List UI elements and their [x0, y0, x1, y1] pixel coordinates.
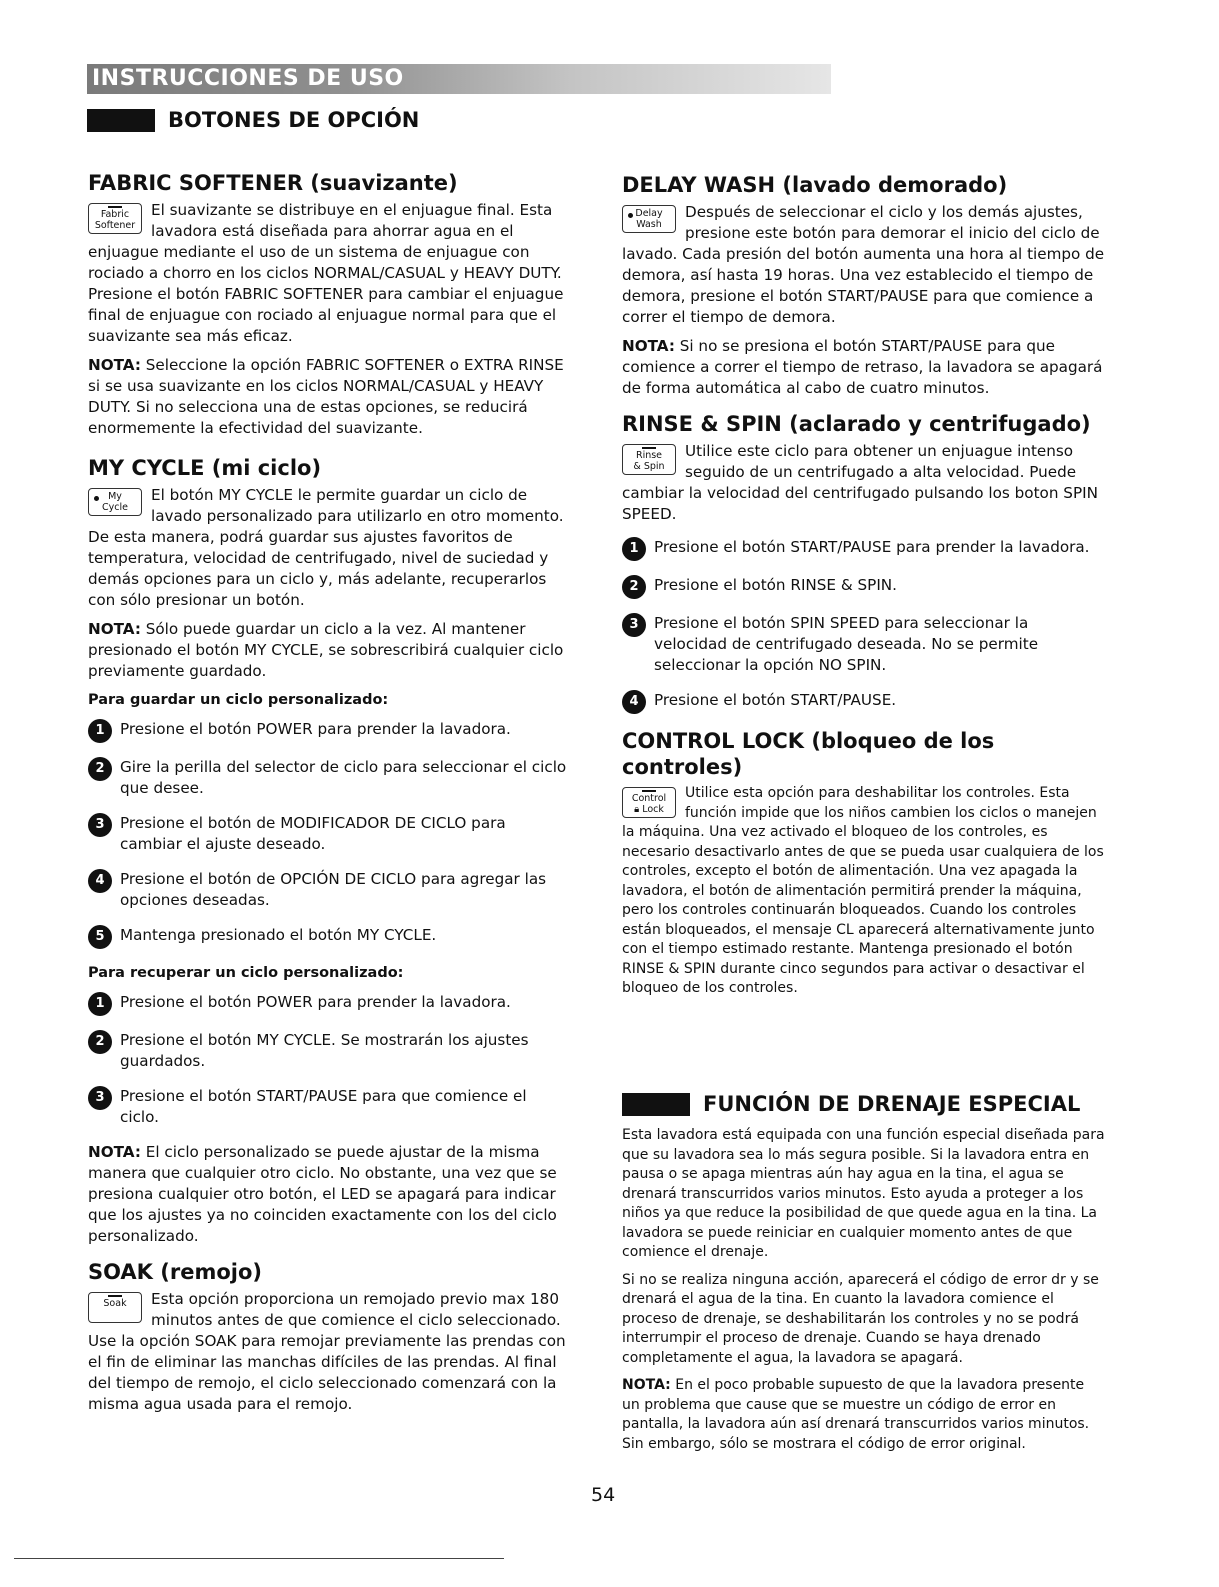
soak-button-icon: Soak	[88, 1292, 142, 1323]
recall-cycle-heading: Para recuperar un ciclo personalizado:	[88, 965, 404, 981]
recall-cycle-steps	[88, 992, 570, 1128]
rinse-spin-steps	[622, 537, 1106, 714]
save-cycle-steps	[88, 719, 570, 949]
list-item: 3 Presione el botón START/PAUSE para que comience el ciclo.	[88, 1086, 570, 1128]
drain-text-1: Esta lavadora está equipada con una función especial diseñada para que su lavadora sea lo más segura posible. Si la lavadora entra en pausa o se apaga mientras aún hay agua en la tina, el agua se drenará transcurridos varios minutos. Esto ayuda a proteger a los niños ya que reduce la posibilidad de que quede agua en la tina. La lavadora se puede reiniciar en cualquier momento antes de que comience el drenaje.	[622, 1127, 1105, 1260]
step-number-icon: 1	[88, 719, 112, 743]
fabric-softener-title: FABRIC SOFTENER (suavizante)	[88, 171, 458, 195]
my-cycle-text: My Cycle El botón MY CYCLE le permite guardar un ciclo de lavado personalizado para utilizarlo en otro momento. De esta manera, podrá guardar sus ajustes favoritos de temperatura, velocidad de centrifugado, nivel de suciedad y demás opciones para un ciclo y, más adelante, recuperarlos con sólo presionar un botón.	[88, 486, 564, 609]
step-number-icon: 4	[88, 869, 112, 893]
step-number-icon: 2	[88, 757, 112, 781]
delay-wash-note: NOTA: Si no se presiona el botón START/PAUSE para que comience a correr el tiempo de retraso, la lavadora se apagará de forma automática al cabo de cuatro minutos.	[622, 337, 1103, 397]
step-number-icon: 3	[88, 813, 112, 837]
drain-note: NOTA: En el poco probable supuesto de que la lavadora presente un problema que cause que se muestre un código de error en pantalla, la lavadora aún así drenará transcurridos varios minutos. Sin embargo, sólo se mostrara el código de error original.	[622, 1377, 1090, 1452]
save-cycle-heading: Para guardar un ciclo personalizado:	[88, 692, 389, 708]
left-column	[88, 170, 570, 1423]
fabric-softener-button-icon: Fabric Softener	[88, 203, 142, 234]
page-number: 54	[591, 1484, 616, 1506]
list-item: 1 Presione el botón POWER para prender la lavadora.	[88, 719, 570, 743]
list-item: 4 Presione el botón de OPCIÓN DE CICLO para agregar las opciones deseadas.	[88, 869, 570, 911]
heading-bar	[87, 109, 155, 132]
control-lock-button-icon: Control 🔒︎ Lock	[622, 787, 676, 818]
my-cycle-button-icon: My Cycle	[88, 488, 142, 516]
heading-bar	[622, 1093, 690, 1116]
list-item: 1 Presione el botón POWER para prender la lavadora.	[88, 992, 570, 1016]
step-number-icon: 2	[88, 1030, 112, 1054]
step-number-icon: 2	[622, 575, 646, 599]
section-banner: INSTRUCCIONES DE USO	[87, 64, 831, 94]
control-lock-text: Control 🔒︎ Lock Utilice esta opción para deshabilitar los controles. Esta función impide que los niños cambien los ciclos o manejen la máquina. Una vez activado el bloqueo de los controles, es necesario desactivarlo antes de que se pueda usar cualquiera de los controles, excepto el botón de alimentación. Una vez apagada la lavadora, el botón de alimentación permitirá prender la máquina, pero los controles continuarán bloqueados. Cuando los controles están bloqueados, el mensaje CL aparecerá alternativamente junto con el tiempo estimado restante. Mantenga presionado el botón RINSE & SPIN durante cinco segundos para activar o desactivar el bloqueo de los controles.	[622, 785, 1104, 996]
section-heading-drain	[622, 1092, 1080, 1116]
delay-wash-button-icon: Delay Wash	[622, 205, 676, 233]
step-number-icon: 3	[622, 613, 646, 637]
fabric-softener-text: Fabric Softener El suavizante se distribuye en el enjuague final. Esta lavadora está diseñada para ahorrar agua en el enjuague mediante el uso de un sistema de enjuague con rociado a chorro en los ciclos NORMAL/CASUAL y HEAVY DUTY. Presione el botón FABRIC SOFTENER para cambiar el enjuague final de enjuague con rociado al enjuague normal para que el suavizante sea más eficaz.	[88, 201, 564, 345]
list-item: 1 Presione el botón START/PAUSE para prender la lavadora.	[622, 537, 1106, 561]
section-heading-option-buttons	[87, 108, 419, 132]
list-item: 4 Presione el botón START/PAUSE.	[622, 690, 1106, 714]
list-item: 2 Presione el botón MY CYCLE. Se mostrarán los ajustes guardados.	[88, 1030, 570, 1072]
fabric-softener-note: NOTA: Seleccione la opción FABRIC SOFTENER o EXTRA RINSE si se usa suavizante en los ciclos NORMAL/CASUAL y HEAVY DUTY. Si no selecciona una de estas opciones, se reducirá enormemente la efectividad del suavizante.	[88, 356, 564, 437]
rinse-spin-button-icon: Rinse & Spin	[622, 444, 676, 475]
my-cycle-title: MY CYCLE (mi ciclo)	[88, 456, 322, 480]
list-item: 3 Presione el botón SPIN SPEED para seleccionar la velocidad de centrifugado deseada. No se permite seleccionar la opción NO SPIN.	[622, 613, 1106, 676]
my-cycle-note: NOTA: Sólo puede guardar un ciclo a la vez. Al mantener presionado el botón MY CYCLE, se sobrescribirá cualquier ciclo previamente guardado.	[88, 620, 564, 680]
my-cycle-note-2: NOTA: El ciclo personalizado se puede ajustar de la misma manera que cualquier otro ciclo. No obstante, una vez que se presiona cualquier otro botón, el LED se apagará para indicar que los ajustes ya no coinciden exactamente con los del ciclo personalizado.	[88, 1143, 557, 1245]
right-column	[622, 172, 1106, 1007]
drain-column	[622, 1126, 1106, 1462]
step-number-icon: 1	[622, 537, 646, 561]
rinse-spin-title: RINSE & SPIN (aclarado y centrifugado)	[622, 412, 1091, 436]
list-item: 2 Gire la perilla del selector de ciclo para seleccionar el ciclo que desee.	[88, 757, 570, 799]
rinse-spin-text: Rinse & Spin Utilice este ciclo para obtener un enjuague intenso seguido de un centrifugado a alta velocidad. Puede cambiar la velocidad del centrifugado pulsando los boton SPIN SPEED.	[622, 442, 1098, 523]
step-number-icon: 3	[88, 1086, 112, 1110]
soak-text: Soak Esta opción proporciona un remojado previo max 180 minutos antes de que comience el ciclo seleccionado. Use la opción SOAK para remojar previamente las prendas con el fin de eliminar las manchas difíciles de las prendas. Al final del tiempo de remojo, el ciclo seleccionado comenzará con la misma agua usada para el remojo.	[88, 1290, 566, 1413]
step-number-icon: 4	[622, 690, 646, 714]
step-number-icon: 1	[88, 992, 112, 1016]
heading-text: BOTONES DE OPCIÓN	[168, 108, 420, 132]
list-item: 3 Presione el botón de MODIFICADOR DE CICLO para cambiar el ajuste deseado.	[88, 813, 570, 855]
step-number-icon: 5	[88, 925, 112, 949]
soak-title: SOAK (remojo)	[88, 1260, 262, 1284]
footer-divider	[14, 1558, 504, 1559]
list-item: 5 Mantenga presionado el botón MY CYCLE.	[88, 925, 570, 949]
heading-text: FUNCIÓN DE DRENAJE ESPECIAL	[703, 1092, 1081, 1116]
list-item: 2 Presione el botón RINSE & SPIN.	[622, 575, 1106, 599]
drain-text-2: Si no se realiza ninguna acción, aparecerá el código de error dr y se drenará el agua de la tina. En cuanto la lavadora comience el proceso de drenaje, se deshabilitarán los controles y no se podrá interrumpir el proceso de drenaje. Cuando se haya drenado completamente el agua, la lavadora se apagará.	[622, 1271, 1099, 1366]
delay-wash-title: DELAY WASH (lavado demorado)	[622, 173, 1008, 197]
control-lock-title: CONTROL LOCK (bloqueo de los controles)	[622, 729, 995, 779]
delay-wash-text: Delay Wash Después de seleccionar el ciclo y los demás ajustes, presione este botón para demorar el inicio del ciclo de lavado. Cada presión del botón aumenta una hora al tiempo de demora, así hasta 19 horas. Una vez establecido el tiempo de demora, presione el botón START/PAUSE para que comience a correr el tiempo de demora.	[622, 203, 1105, 326]
lock-icon: 🔒︎	[634, 804, 640, 815]
